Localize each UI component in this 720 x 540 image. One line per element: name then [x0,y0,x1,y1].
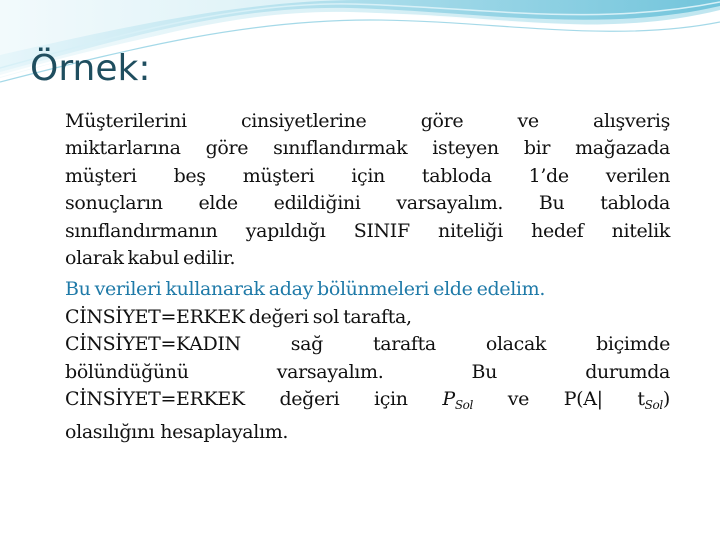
text-segment: ve P(A| t [473,388,645,411]
t-subscript: Sol [644,398,663,413]
text-line: bölündüğünü varsayalım. Bu durumda [65,360,670,383]
text-line: olarak kabul edilir. [65,247,236,270]
slide-title: Örnek: [30,48,151,89]
text-line: sınıflandırmanın yapıldığı SINIF niteliği hedef nitelik [65,219,670,242]
text-line: müşteri beş müşteri için tabloda 1’de verilen [65,164,670,187]
text-line: CİNSİYET=KADIN sağ tarafta olacak biçimde [65,333,670,356]
text-segment: ) [662,388,670,411]
paragraph-split [65,304,670,447]
paragraph-highlight: Bu verileri kullanarak aday bölünmeleri elde edelim. [65,278,546,301]
text-line: CİNSİYET=ERKEK değeri sol tarafta, [65,305,412,328]
text-line: olasılığını hesaplayalım. [65,421,289,444]
text-line: sonuçların elde edildiğini varsayalım. Bu tabloda [65,192,670,215]
text-segment: CİNSİYET=ERKEK değeri için [65,388,443,411]
slide-body [65,108,670,447]
p-symbol: P [442,388,455,411]
text-line: Müşterilerini cinsiyetlerine göre ve alışveriş [65,110,670,132]
text-line-probability [65,386,670,419]
p-subscript: Sol [454,398,474,413]
paragraph-intro [65,108,670,272]
text-line: miktarlarına göre sınıflandırmak isteyen bir mağazada [65,137,670,160]
